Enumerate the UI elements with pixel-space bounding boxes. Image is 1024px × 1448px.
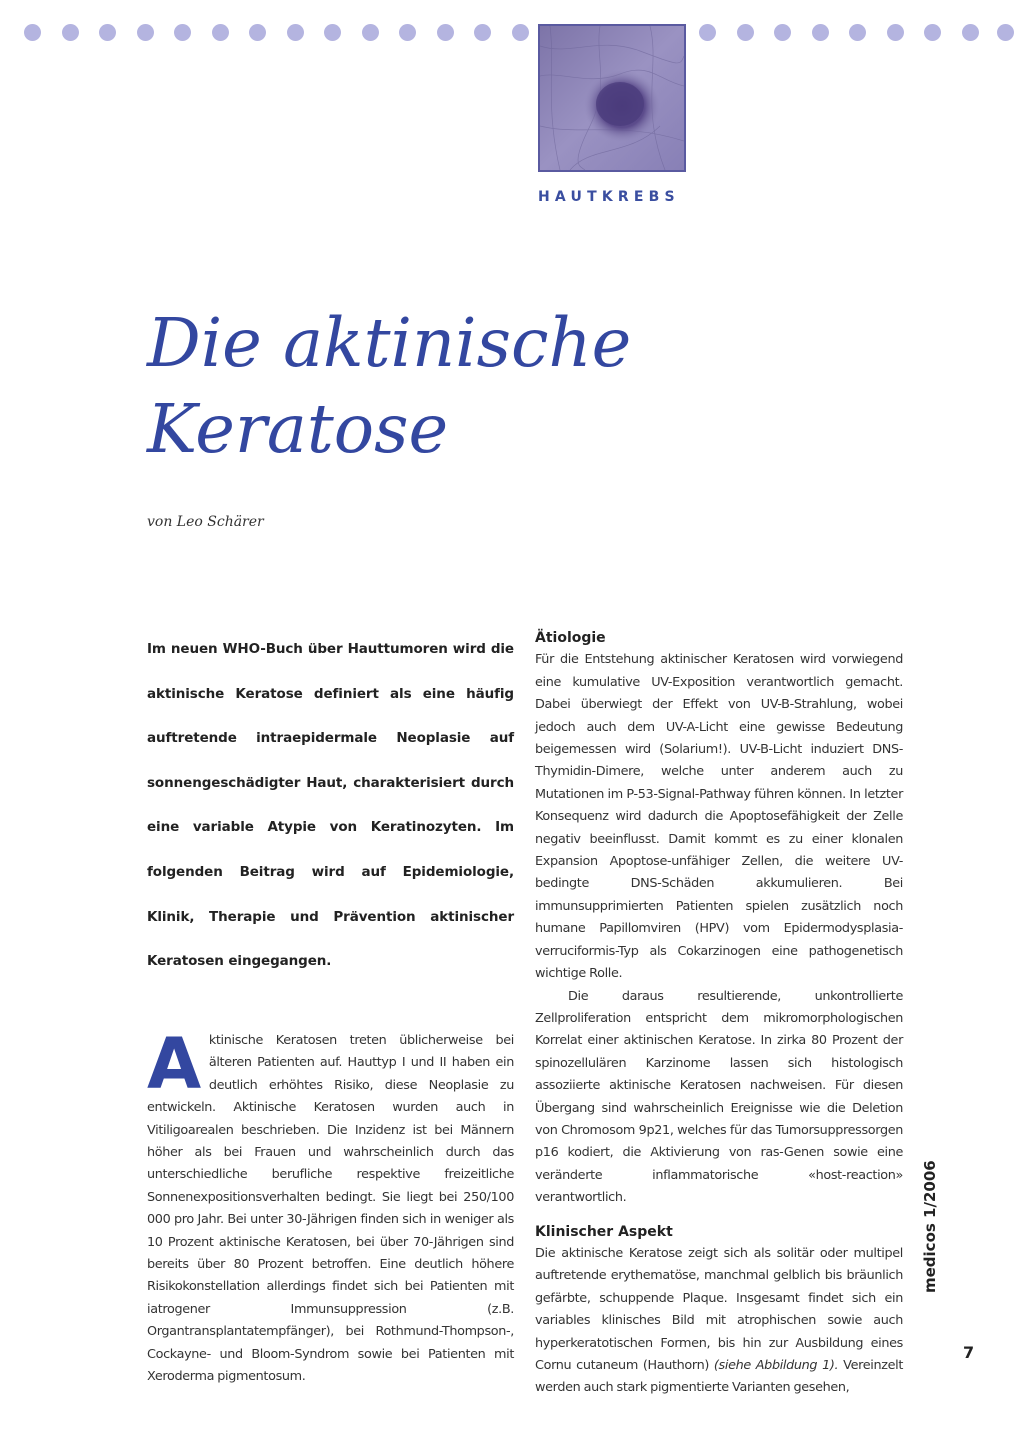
skin-lesion-photo (538, 24, 686, 172)
author-byline: von Leo Schärer (147, 514, 264, 530)
decorative-dot-row (24, 24, 1014, 42)
klinik-text-start: Die aktinische Keratose zeigt sich als solitär oder multipel auftretende erythematöse, manchmal gelblich bis bräunlich gefärbte, schuppende Plaque. Insgesamt findet sich ein variables klinisches Bild mit atrophischen sowie auch hyperkeratotischen Formen, bis hin zur Ausbildung eines Cornu cutaneum (Hauthorn) (535, 1245, 903, 1373)
dot (212, 24, 229, 41)
heading-klinischer-aspekt: Klinischer Aspekt (535, 1223, 673, 1240)
journal-issue-label: medicos 1/2006 (921, 1160, 939, 1293)
dot (887, 24, 904, 41)
dot (512, 24, 529, 41)
dot (62, 24, 79, 41)
dot (24, 24, 41, 41)
aetiologie-paragraph-2: Die daraus resultierende, unkontrollierte Zellproliferation entspricht dem mikromorphologischen Korrelat einer aktinischen Keratose. In zirka 80 Prozent der spinozellulären Karzinome lassen sich histologisch assoziierte aktinische Keratosen nachweisen. Für diesen Übergang sind wahrscheinlich Ereignisse wie die Deletion von Chromosom 9p21, welches für das Tumorsuppressorgen p16 kodiert, die Aktivierung von ras-Genen sowie eine veränderte inflammatorische «host-reaction» verantwortlich. (535, 988, 903, 1206)
dot (362, 24, 379, 41)
dot (737, 24, 754, 41)
dot (399, 24, 416, 41)
dot (474, 24, 491, 41)
dot (437, 24, 454, 41)
dot (849, 24, 866, 41)
dot (774, 24, 791, 41)
page-number: 7 (963, 1343, 975, 1362)
dot (324, 24, 341, 41)
dot (699, 24, 716, 41)
body-intro-text: ktinische Keratosen treten üblicherweise bei älteren Patienten auf. Hauttyp I und II haben ein deutlich erhöhtes Risiko, diese Neoplasie zu entwickeln. Aktinische Keratosen wurden auch in Vitiligoarealen beschrieben. Die Inzidenz ist bei Männern höher als bei Frauen und wahrscheinlich durch das unterschiedliche berufliche respektive freizeitliche Sonnenexpositionsverhalten bedingt. Sie liegt bei 250/100 000 pro Jahr. Bei unter 30-Jährigen finden sich in weniger als 10 Prozent aktinische Keratosen, bei über 70-Jährigen sind bereits über 80 Prozent betroffen. Eine deutlich höhere Risikokonstellation allerdings findet sich bei Patienten mit iatrogener Immunsuppression (z.B. Organtransplantatempfänger), bei Rothmund-Thompson-, Cockayne- und Bloom-Syndrom sowie bei Patienten mit Xeroderma pigmentosum. (147, 1033, 514, 1385)
dot (924, 24, 941, 41)
section-label: HAUTKREBS (538, 189, 680, 205)
drop-cap: A (147, 1023, 201, 1105)
heading-aetiologie: Ätiologie (535, 630, 606, 646)
dot (962, 24, 979, 41)
article-title (147, 300, 631, 472)
dot (287, 24, 304, 41)
dot (174, 24, 191, 41)
body-intro-paragraph (147, 1023, 514, 1389)
aetiologie-paragraph-1: Für die Entstehung aktinischer Keratosen wird vorwiegend eine kumulative UV-Exposition verantwortlich gemacht. Dabei überwiegt der Effekt von UV-B-Strahlung, wobei jedoch auch dem UV-A-Licht eine gewisse Bedeutung beigemessen wird (Solarium!). UV-B-Licht induziert DNS-Thymidin-Dimere, welche unter anderem auch zu Mutationen im P-53-Signal-Pathway führen können. In letzter Konsequenz wird dadurch die Apoptosefähigkeit der Zelle negativ beeinflusst. Damit kommt es zu einer klonalen Expansion Apoptose-unfähiger Zellen, die weitere UV-bedingte DNS-Schäden akkumulieren. Bei immunsupprimierten Patienten spielen zusätzlich noch humane Papillomviren (HPV) vom Epidermodysplasia-verruciformis-Typ als Cokarzinogen eine pathogenetisch wichtige Rolle. (535, 652, 903, 982)
figure-reference: (siehe Abbildung 1). (713, 1358, 839, 1373)
title-line-1: Die aktinische (147, 304, 632, 382)
lead-paragraph: Im neuen WHO-Buch über Hauttumoren wird die aktinische Keratose definiert als eine häufig auftretende intraepidermale Neoplasie auf sonnengeschädigter Haut, charakterisiert durch eine variable Atypie von Keratinozyten. Im folgenden Beitrag wird auf Epidemiologie, Klinik, Therapie und Prävention aktinischer Keratosen eingegangen. (147, 641, 514, 970)
title-line-2: Keratose (147, 390, 449, 468)
dot (249, 24, 266, 41)
dot (812, 24, 829, 41)
right-column (535, 627, 903, 1400)
klinik-paragraph-1 (535, 1243, 903, 1400)
dot (99, 24, 116, 41)
klinik-text-end: Vereinzelt werden auch stark pigmentierte Varianten gesehen, (535, 1358, 903, 1396)
dot (137, 24, 154, 41)
dot (997, 24, 1014, 41)
